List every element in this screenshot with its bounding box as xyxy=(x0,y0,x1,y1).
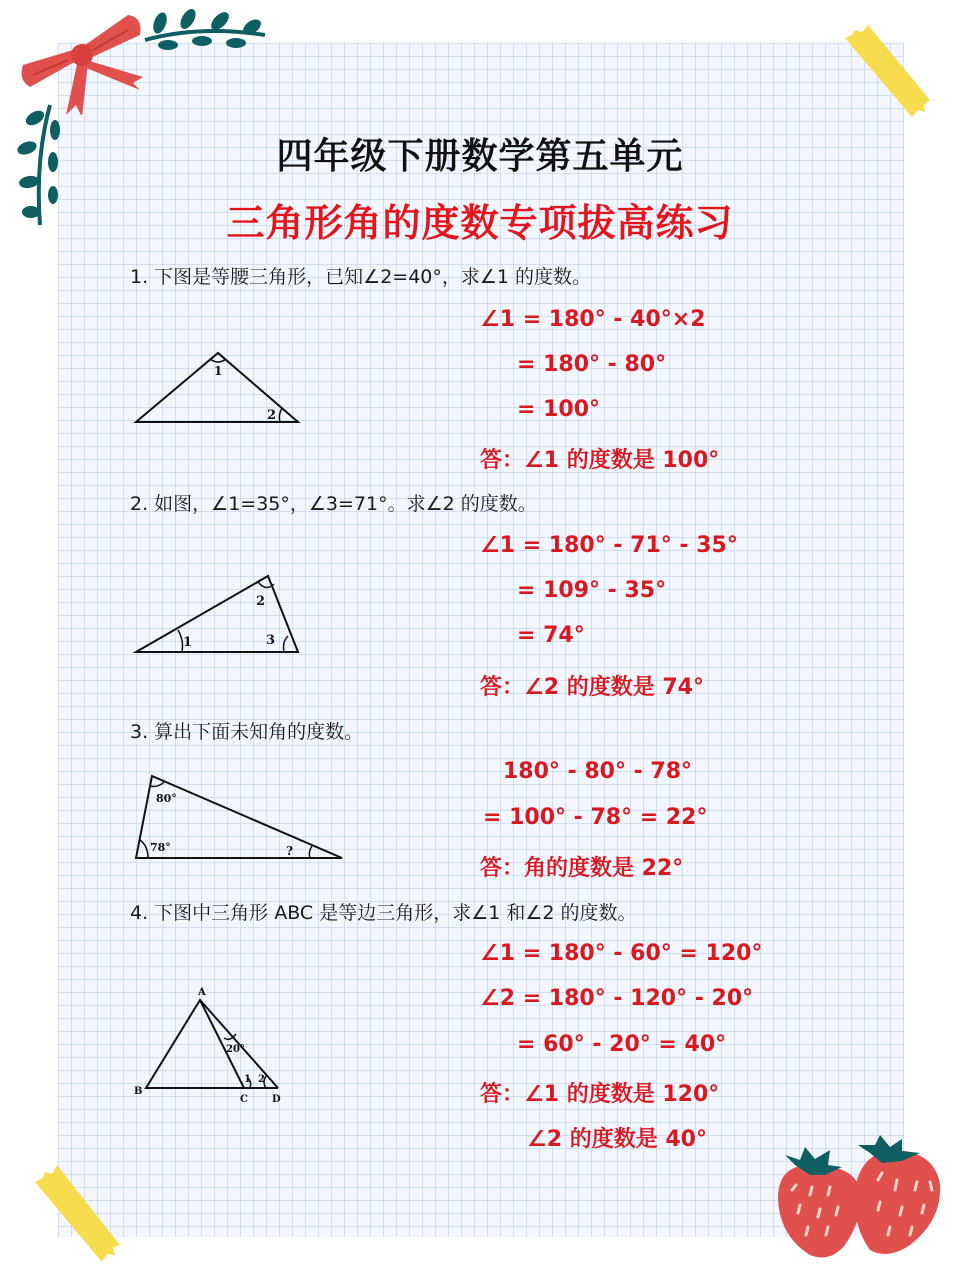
question-2-solution-line-3: = 74° xyxy=(517,623,585,648)
question-1-solution-line-2: = 180° - 80° xyxy=(517,352,667,377)
svg-text:D: D xyxy=(272,1094,281,1105)
question-2-solution-line-1: ∠1 = 180° - 71° - 35° xyxy=(480,533,738,558)
svg-text:2: 2 xyxy=(267,408,277,423)
strawberries-icon xyxy=(770,1135,950,1265)
page-title: 四年级下册数学第五单元 xyxy=(276,136,684,177)
question-1-answer: 答：∠1 的度数是 100° xyxy=(480,448,720,473)
question-1-solution-line-3: = 100° xyxy=(517,397,601,422)
svg-text:C: C xyxy=(240,1094,248,1105)
svg-text:2: 2 xyxy=(256,594,266,609)
svg-text:A: A xyxy=(198,987,206,998)
question-4-solution-line-1: ∠1 = 180° - 60° = 120° xyxy=(480,941,763,966)
yellow-tape-bottom-left-icon xyxy=(30,1160,130,1265)
angle-label-78: 78° xyxy=(150,841,171,854)
question-3-triangle xyxy=(130,770,350,865)
question-3-solution-line-2: = 100° - 78° = 22° xyxy=(483,805,708,830)
question-2-prompt: 2. 如图，∠1=35°，∠3=71°。求∠2 的度数。 xyxy=(130,493,537,515)
svg-text:1: 1 xyxy=(244,1074,251,1085)
question-1-isosceles-triangle xyxy=(130,345,310,430)
angle-label-80: 80° xyxy=(156,792,177,805)
question-3-prompt: 3. 算出下面未知角的度数。 xyxy=(130,721,364,743)
svg-text:1: 1 xyxy=(183,635,193,650)
question-3-solution-line-1: 180° - 80° - 78° xyxy=(503,759,693,784)
question-2-solution-line-2: = 109° - 35° xyxy=(517,578,667,603)
page-subtitle: 三角形角的度数专项拔高练习 xyxy=(226,201,734,245)
question-4-equilateral-triangle-abc xyxy=(128,980,298,1105)
question-4-answer-2: ∠2 的度数是 40° xyxy=(527,1127,707,1152)
svg-text:1: 1 xyxy=(214,364,223,378)
question-1-prompt: 1. 下图是等腰三角形，已知∠2=40°，求∠1 的度数。 xyxy=(130,266,592,288)
question-4-solution-line-3: = 60° - 20° = 40° xyxy=(517,1032,727,1057)
yellow-tape-top-right-icon xyxy=(840,20,940,120)
question-4-answer-1: 答：∠1 的度数是 120° xyxy=(480,1082,720,1107)
red-ribbon-bow-icon xyxy=(18,5,148,115)
question-4-prompt: 4. 下图中三角形 ABC 是等边三角形，求∠1 和∠2 的度数。 xyxy=(130,902,637,924)
svg-text:20°: 20° xyxy=(226,1044,245,1055)
svg-text:3: 3 xyxy=(266,633,276,648)
question-4-solution-line-2: ∠2 = 180° - 120° - 20° xyxy=(480,986,754,1011)
svg-text:2: 2 xyxy=(258,1074,265,1085)
svg-text:B: B xyxy=(134,1086,143,1097)
angle-label-unknown: ? xyxy=(286,844,294,858)
question-2-answer: 答：∠2 的度数是 74° xyxy=(480,675,704,700)
question-3-answer: 答：角的度数是 22° xyxy=(480,856,684,881)
leaf-branch-top-icon xyxy=(140,5,270,50)
question-1-solution-line-1: ∠1 = 180° - 40°×2 xyxy=(480,307,706,332)
question-2-triangle xyxy=(130,570,310,660)
